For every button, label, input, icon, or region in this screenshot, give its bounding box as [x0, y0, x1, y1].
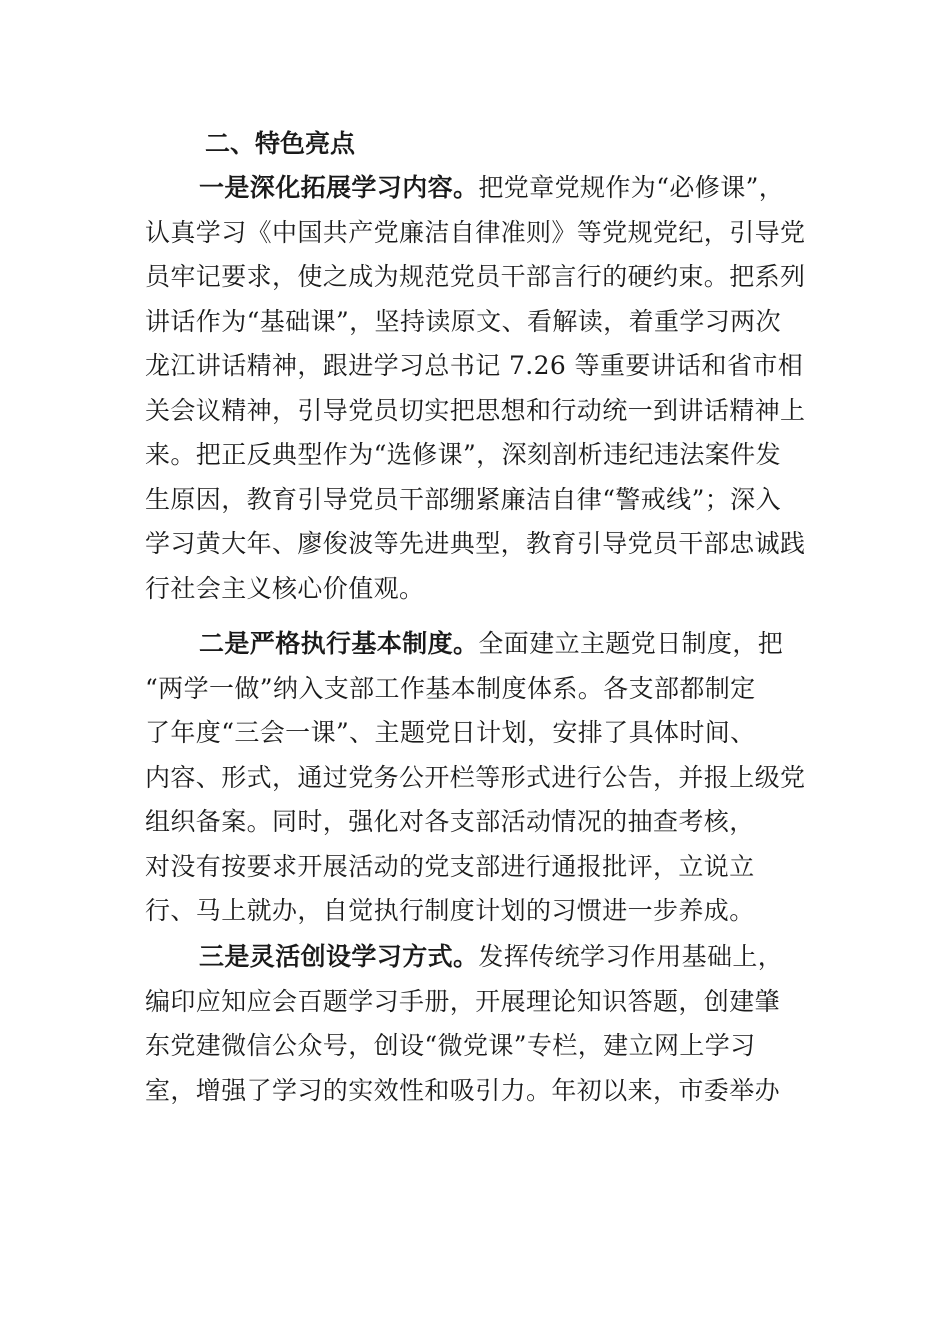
paragraph-line: 行社会主义核心价值观。 — [145, 573, 425, 603]
paragraph-line: 生原因，教育引导党员干部绷紧廉洁自律“警戒线”；深入 — [145, 484, 781, 514]
paragraph-line: 内容、形式，通过党务公开栏等形式进行公告，并报上级党 — [145, 762, 806, 792]
paragraph-line: 龙江讲话精神，跟进学习总书记 7.26 等重要讲话和省市相 — [145, 351, 804, 380]
paragraph-line: 行、马上就办，自觉执行制度计划的习惯进一步养成。 — [145, 896, 755, 925]
paragraph-lead: 一是深化拓展学习内容。 — [199, 173, 479, 202]
first-line-text: 把党章党规作为“必修课”， — [478, 173, 785, 202]
paragraph-1 — [145, 166, 825, 611]
paragraph-line: 认真学习《中国共产党廉洁自律准则》等党规党纪，引导党 — [145, 217, 806, 247]
paragraph-line: 员牢记要求，使之成为规范党员干部言行的硬约束。把系列 — [145, 262, 806, 291]
first-line-text: 发挥传统学习作用基础上， — [478, 942, 784, 971]
paragraph-line: 编印应知应会百题学习手册，开展理论知识答题，创建肇 — [145, 986, 781, 1016]
paragraph-line: 东党建微信公众号，创设“微党课”专栏，建立网上学习 — [145, 1031, 756, 1060]
paragraph-lead: 二是严格执行基本制度。 — [199, 629, 479, 658]
paragraph-line: 学习黄大年、廖俊波等先进典型，教育引导党员干部忠诚践 — [145, 529, 806, 558]
first-line-text: 全面建立主题党日制度，把 — [478, 629, 784, 658]
paragraph-3 — [145, 935, 825, 1113]
paragraph-line: 关会议精神，引导党员切实把思想和行动统一到讲话精神上 — [145, 395, 806, 425]
paragraph-first-line — [145, 622, 825, 667]
paragraph-line: “两学一做”纳入支部工作基本制度体系。各支部都制定 — [145, 673, 756, 703]
paragraph-line: 室，增强了学习的实效性和吸引力。年初以来，市委举办 — [145, 1075, 781, 1105]
paragraph-line: 了年度“三会一课”、主题党日计划，安排了具体时间、 — [145, 718, 756, 747]
section-heading: 二、特色亮点 — [205, 129, 356, 158]
paragraph-line: 组织备案。同时，强化对各支部活动情况的抽查考核， — [145, 807, 755, 836]
paragraph-2 — [145, 622, 825, 934]
paragraph-line: 来。把正反典型作为“选修课”，深刻剖析违纪违法案件发 — [145, 440, 781, 469]
paragraph-line: 对没有按要求开展活动的党支部进行通报批评，立说立 — [145, 851, 755, 881]
paragraph-first-line — [145, 935, 825, 980]
paragraph-line: 讲话作为“基础课”，坚持读原文、看解读，着重学习两次 — [145, 306, 781, 336]
paragraph-first-line — [145, 166, 825, 211]
paragraph-lead: 三是灵活创设学习方式。 — [199, 942, 479, 971]
